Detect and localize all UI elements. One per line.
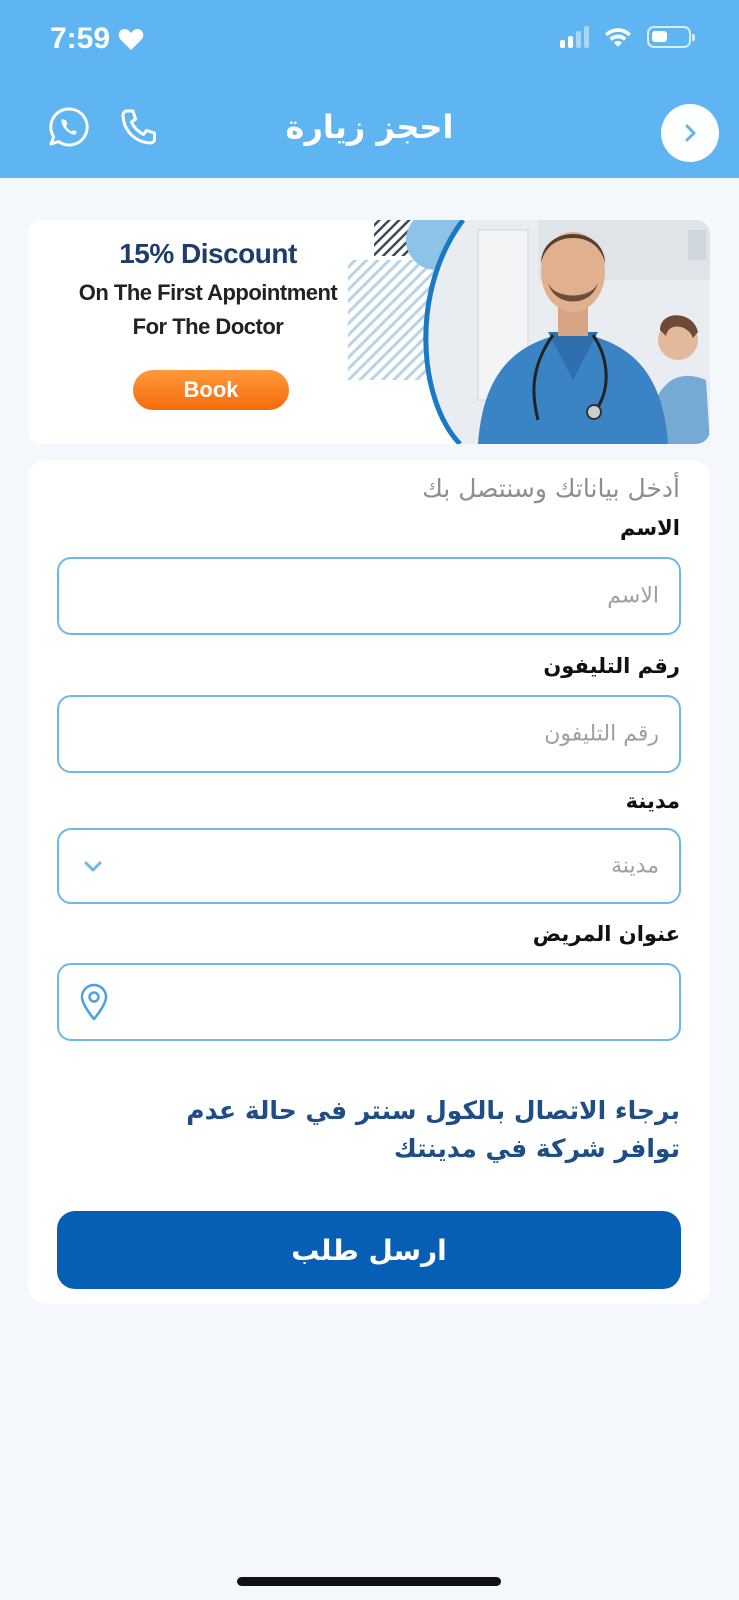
home-indicator[interactable] (237, 1577, 501, 1586)
chevron-right-icon (679, 122, 701, 144)
chevron-down-icon (81, 854, 105, 878)
name-input[interactable] (57, 557, 681, 635)
city-placeholder: مدينة (611, 853, 659, 879)
city-select[interactable] (57, 828, 681, 904)
phone-placeholder: رقم التليفون (544, 721, 659, 747)
name-label: الاسم (620, 516, 680, 540)
form-intro: أدخل بياناتك وسنتصل بك (422, 474, 680, 503)
doctor-image (348, 220, 710, 444)
signal-icon (560, 26, 589, 48)
phone-input[interactable] (57, 695, 681, 773)
back-button[interactable] (661, 104, 719, 162)
page-title: احجز زيارة (285, 108, 454, 146)
name-placeholder: الاسم (607, 583, 659, 609)
status-time (50, 22, 144, 56)
heart-icon (118, 27, 144, 51)
address-label: عنوان المريض (532, 922, 680, 946)
status-bar (0, 0, 739, 80)
booking-form (28, 460, 710, 1304)
banner-book-button[interactable]: Book (133, 370, 289, 410)
banner-text (68, 238, 348, 340)
promo-banner[interactable] (28, 220, 710, 444)
time-text: 7:59 (50, 22, 111, 55)
wifi-icon (603, 26, 633, 48)
location-pin-icon[interactable] (79, 983, 109, 1021)
banner-discount: 15% Discount (119, 238, 297, 269)
phone-label: رقم التليفون (543, 654, 680, 678)
city-label: مدينة (625, 789, 680, 813)
submit-button[interactable]: ارسل طلب (57, 1211, 681, 1289)
battery-icon (647, 26, 691, 48)
status-icons (560, 26, 691, 48)
banner-line-1: On The First Appointment (78, 280, 338, 305)
call-center-notice: برجاء الاتصال بالكول سنتر في حالة عدم توافر شركة في مدينتك (186, 1096, 680, 1163)
nav-row (0, 90, 739, 170)
address-input[interactable] (57, 963, 681, 1041)
banner-line-2: For The Doctor (132, 314, 284, 339)
header-bar (0, 0, 739, 178)
